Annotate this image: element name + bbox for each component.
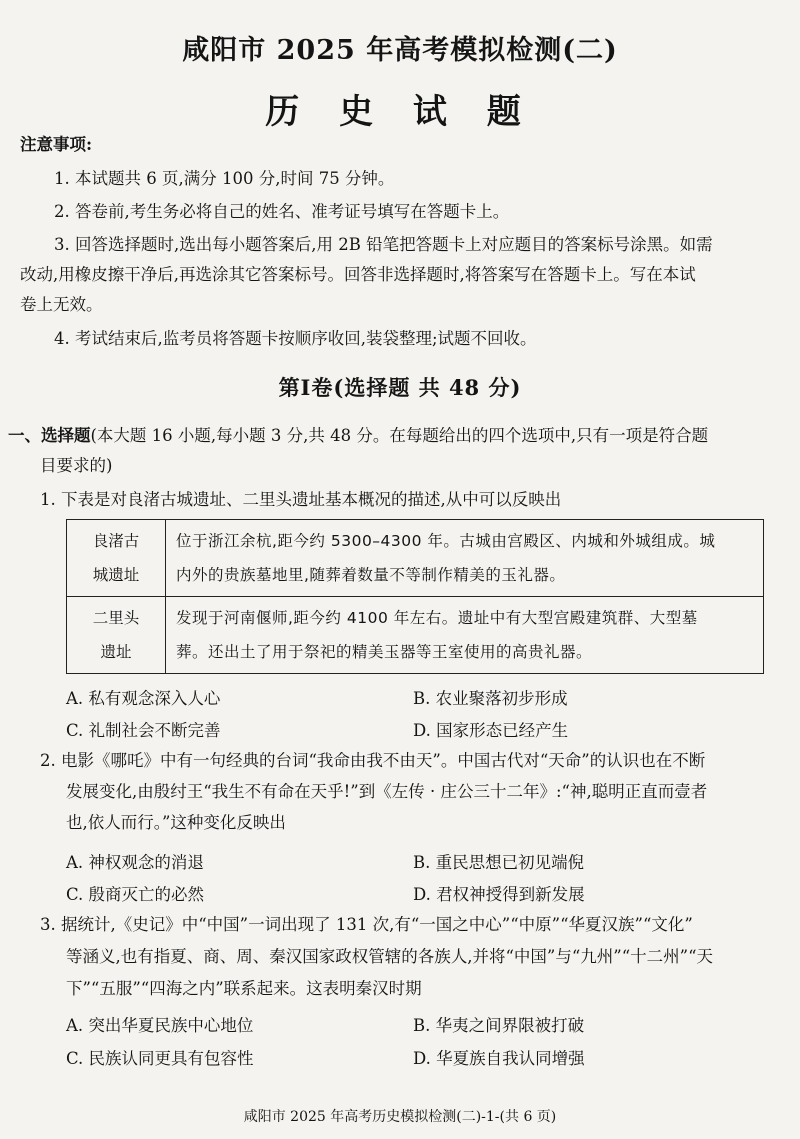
q3-option-a: A. 突出华夏民族中心地位 — [66, 1016, 254, 1035]
q3-option-d: D. 华夏族自我认同增强 — [413, 1049, 585, 1068]
notice-item-3-end: 卷上无效。 — [20, 295, 103, 314]
table-site-cell — [67, 597, 166, 674]
exam-title: 咸阳市 2025 年高考模拟检测(二) — [182, 35, 618, 66]
q2-option-d: D. 君权神授得到新发展 — [413, 885, 585, 904]
desc-line: 发现于河南偃师,距今约 4100 年左右。遗址中有大型宫殿建筑群、大型墓 — [176, 609, 698, 627]
table-desc-cell — [166, 597, 764, 674]
q1-option-b: B. 农业聚落初步形成 — [413, 689, 568, 708]
q3-option-c: C. 民族认同更具有包容性 — [66, 1049, 254, 1068]
site-name-line: 城遗址 — [92, 566, 140, 584]
subject-title: 历 史 试 题 — [265, 92, 535, 132]
table-site-cell — [67, 520, 166, 597]
desc-line: 位于浙江余杭,距今约 5300–4300 年。古城由宫殿区、内城和外城组成。城 — [176, 532, 716, 550]
site-name-line: 二里头 — [92, 609, 140, 627]
question-2-stem-3: 也,依人而行。”这种变化反映出 — [66, 813, 286, 832]
section-intro — [8, 425, 708, 447]
q3-option-b: B. 华夷之间界限被打破 — [413, 1016, 585, 1035]
site-name-line: 遗址 — [100, 643, 132, 661]
question-1-table — [66, 519, 764, 674]
section-title: 第Ⅰ卷(选择题 共 48 分) — [278, 375, 522, 400]
notice-item-1: 1. 本试题共 6 页,满分 100 分,时间 75 分钟。 — [54, 169, 395, 188]
question-3-stem-2: 等涵义,也有指夏、商、周、秦汉国家政权管辖的各族人,并将“中国”与“九州”“十二州”“天 — [66, 947, 714, 966]
page-footer: 咸阳市 2025 年高考历史模拟检测(二)-1-(共 6 页) — [243, 1109, 557, 1125]
q1-option-a: A. 私有观念深入人心 — [66, 689, 221, 708]
question-2-stem-1: 2. 电影《哪吒》中有一句经典的台词“我命由我不由天”。中国古代对“天命”的认识也在不断 — [40, 751, 706, 770]
notice-item-4: 4. 考试结束后,监考员将答题卡按顺序收回,装袋整理;试题不回收。 — [54, 329, 537, 348]
q1-option-d: D. 国家形态已经产生 — [413, 721, 569, 740]
table-row — [67, 520, 764, 597]
section-intro-label: 一、选择题 — [8, 426, 91, 445]
question-3-stem-3: 下”“五服”“四海之内”联系起来。这表明秦汉时期 — [66, 979, 422, 998]
notice-item-3: 3. 回答选择题时,选出每小题答案后,用 2B 铅笔把答题卡上对应题目的答案标号涂黑。如需 — [54, 235, 713, 254]
notice-heading: 注意事项: — [20, 135, 93, 154]
desc-line: 葬。还出土了用于祭祀的精美玉器等王室使用的高贵礼器。 — [176, 643, 593, 661]
table-row — [67, 597, 764, 674]
q2-option-a: A. 神权观念的消退 — [66, 853, 204, 872]
table-desc-cell — [166, 520, 764, 597]
q1-option-c: C. 礼制社会不断完善 — [66, 721, 221, 740]
section-intro-cont: 目要求的) — [40, 456, 113, 475]
notice-item-2: 2. 答卷前,考生务必将自己的姓名、准考证号填写在答题卡上。 — [54, 202, 510, 221]
q2-option-c: C. 殷商灭亡的必然 — [66, 885, 205, 904]
notice-item-3-cont: 改动,用橡皮擦干净后,再选涂其它答案标号。回答非选择题时,将答案写在答题卡上。写在本试 — [20, 265, 696, 284]
site-name-line: 良渚古 — [92, 532, 140, 550]
section-intro-text: (本大题 16 小题,每小题 3 分,共 48 分。在每题给出的四个选项中,只有一项是符合题 — [90, 426, 709, 445]
q2-option-b: B. 重民思想已初见端倪 — [413, 853, 585, 872]
question-1-stem: 1. 下表是对良渚古城遗址、二里头遗址基本概况的描述,从中可以反映出 — [40, 490, 562, 509]
question-3-stem-1: 3. 据统计,《史记》中“中国”一词出现了 131 次,有“一国之中心”“中原”“华夏汉族”“文化” — [40, 915, 693, 934]
question-2-stem-2: 发展变化,由殷纣王“我生不有命在天乎!”到《左传 · 庄公三十二年》:“神,聪明正直而壹者 — [66, 782, 708, 801]
desc-line: 内外的贵族墓地里,随葬着数量不等制作精美的玉礼器。 — [176, 566, 566, 584]
